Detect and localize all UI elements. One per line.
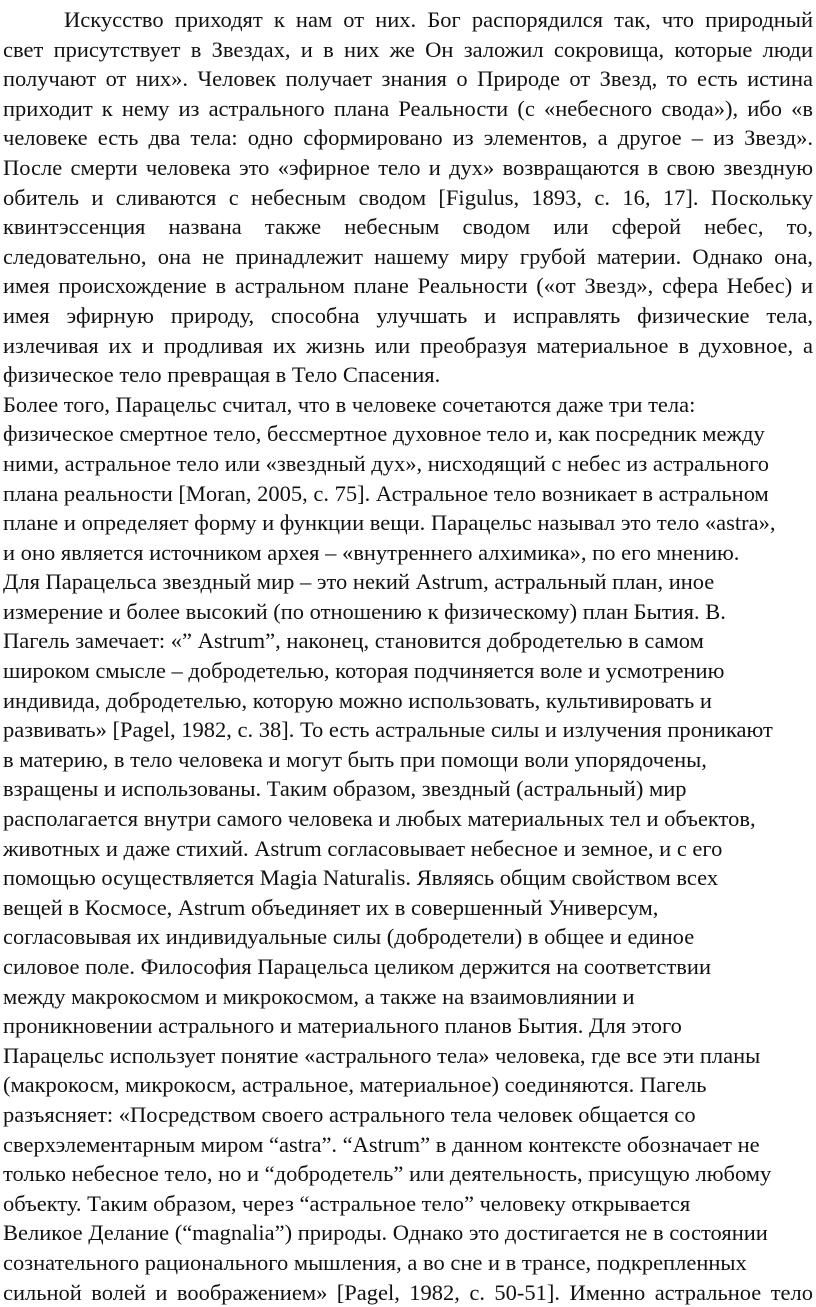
text-line: Искусство приходят к нам от них. Бог распорядился так, что природный: [64, 7, 813, 32]
text-line: физическое смертное тело, бессмертное духовное тело и, как посредник между: [3, 421, 765, 447]
text-line: взращены и использованы. Таким образом, звездный (астральный) мир: [3, 776, 687, 802]
text-line: широком смысле – добродетелью, которая подчиняется воле и усмотрению: [3, 658, 725, 684]
text-line: животных и даже стихий. Astrum согласовывает небесное и земное, и с его: [3, 835, 723, 861]
text-line: в материю, в тело человека и могут быть при помощи воли упорядочены,: [3, 746, 707, 772]
text-line: Более того, Парацельс считал, что в человеке сочетаются даже три тела:: [3, 391, 696, 417]
text-line: вещей в Космосе, Astrum объединяет их в совершенный Универсум,: [3, 894, 659, 920]
text-line: имея происхождение в астральном плане Реальности («от Звезд», сфера Небес) и: [3, 273, 813, 299]
text-line: сильной волей и воображением» [Pagel, 1982, с. 50-51]. Именно астральное тело: [3, 1279, 813, 1305]
text-line: Пагель замечает: «” Astrum”, наконец, становится добродетелью в самом: [3, 628, 704, 654]
text-line: Парацельс использует понятие «астрального тела» человека, где все эти планы: [3, 1042, 761, 1068]
text-line: получают от них». Человек получает знания о Природе от Звезд, то есть истина: [3, 66, 813, 92]
text-line: имея эфирную природу, способна улучшать и исправлять физические тела,: [3, 302, 813, 328]
text-line: помощью осуществляется Magia Naturalis. Являясь общим свойством всех: [3, 865, 719, 891]
text-line: излечивая их и продливая их жизнь или преобразуя материальное в духовное, а: [3, 332, 813, 358]
text-line: После смерти человека это «эфирное тело и дух» возвращаются в свою звездную: [3, 154, 813, 180]
text-line: располагается внутри самого человека и любых материальных тел и объектов,: [3, 806, 756, 832]
text-line: проникновении астрального и материального планов Бытия. Для этого: [3, 1013, 682, 1039]
text-line: разъясняет: «Посредством своего астрального тела человек общается со: [3, 1101, 696, 1127]
text-line: Великое Делание (“magnalia”) природы. Однако это достигается не в состоянии: [3, 1220, 768, 1246]
text-line: свет присутствует в Звездах, и в них же Он заложил сокровища, которые люди: [3, 36, 813, 62]
text-line: индивида, добродетелью, которую можно использовать, культивировать и: [3, 687, 712, 713]
text-line: силовое поле. Философия Парацельса целиком держится на соответствии: [3, 954, 712, 979]
text-line: (макрокосм, микрокосм, астральное, материальное) соединяются. Пагель: [3, 1072, 707, 1098]
text-line: плане и определяет форму и функции вещи. Парацельс называл это тело «astra»,: [3, 510, 776, 536]
text-line: следовательно, она не принадлежит нашему миру грубой материи. Однако она,: [3, 243, 813, 269]
text-line: приходит к нему из астрального плана Реальности (с «небесного свода»), ибо «в: [3, 95, 813, 121]
text-line: и оно является источником архея – «внутреннего алхимика», по его мнению.: [3, 539, 740, 565]
text-line: развивать» [Pagel, 1982, с. 38]. То есть астральные силы и излучения проникают: [3, 717, 773, 743]
text-line: Для Парацельса звездный мир – это некий Astrum, астральный план, иное: [3, 569, 715, 595]
text-line: физическое тело превращая в Тело Спасения.: [3, 362, 441, 388]
paragraph-2: [3, 390, 813, 1307]
text-line: ними, астральное тело или «звездный дух», нисходящий с небес из астрального: [3, 450, 770, 476]
text-line: сверхэлементарным миром “astra”. “Astrum” в данном контексте обозначает не: [3, 1131, 760, 1157]
text-line: плана реальности [Moran, 2005, с. 75]. Астральное тело возникает в астральном: [3, 480, 769, 506]
text-line: квинтэссенция названа также небесным сводом или сферой небес, то,: [3, 214, 813, 240]
text-line: измерение и более высокий (по отношению к физическому) план Бытия. В.: [3, 598, 726, 624]
paragraph-1: [3, 5, 813, 390]
text-line: согласовывая их индивидуальные силы (добродетели) в общее и единое: [3, 924, 695, 950]
text-line: между макрокосмом и микрокосмом, а также на взаимовлиянии и: [3, 983, 635, 1009]
text-line: человеке есть два тела: одно сформировано из элементов, а другое – из Звезд».: [3, 125, 813, 151]
text-line: сознательного рационального мышления, а во сне и в трансе, подкрепленных: [3, 1249, 747, 1275]
text-line: обитель и сливаются с небесным сводом [Figulus, 1893, с. 16, 17]. Поскольку: [3, 184, 813, 210]
text-line: только небесное тело, но и “добродетель” или деятельность, присущую любому: [3, 1161, 772, 1187]
text-line: объекту. Таким образом, через “астральное тело” человеку открывается: [3, 1190, 691, 1216]
